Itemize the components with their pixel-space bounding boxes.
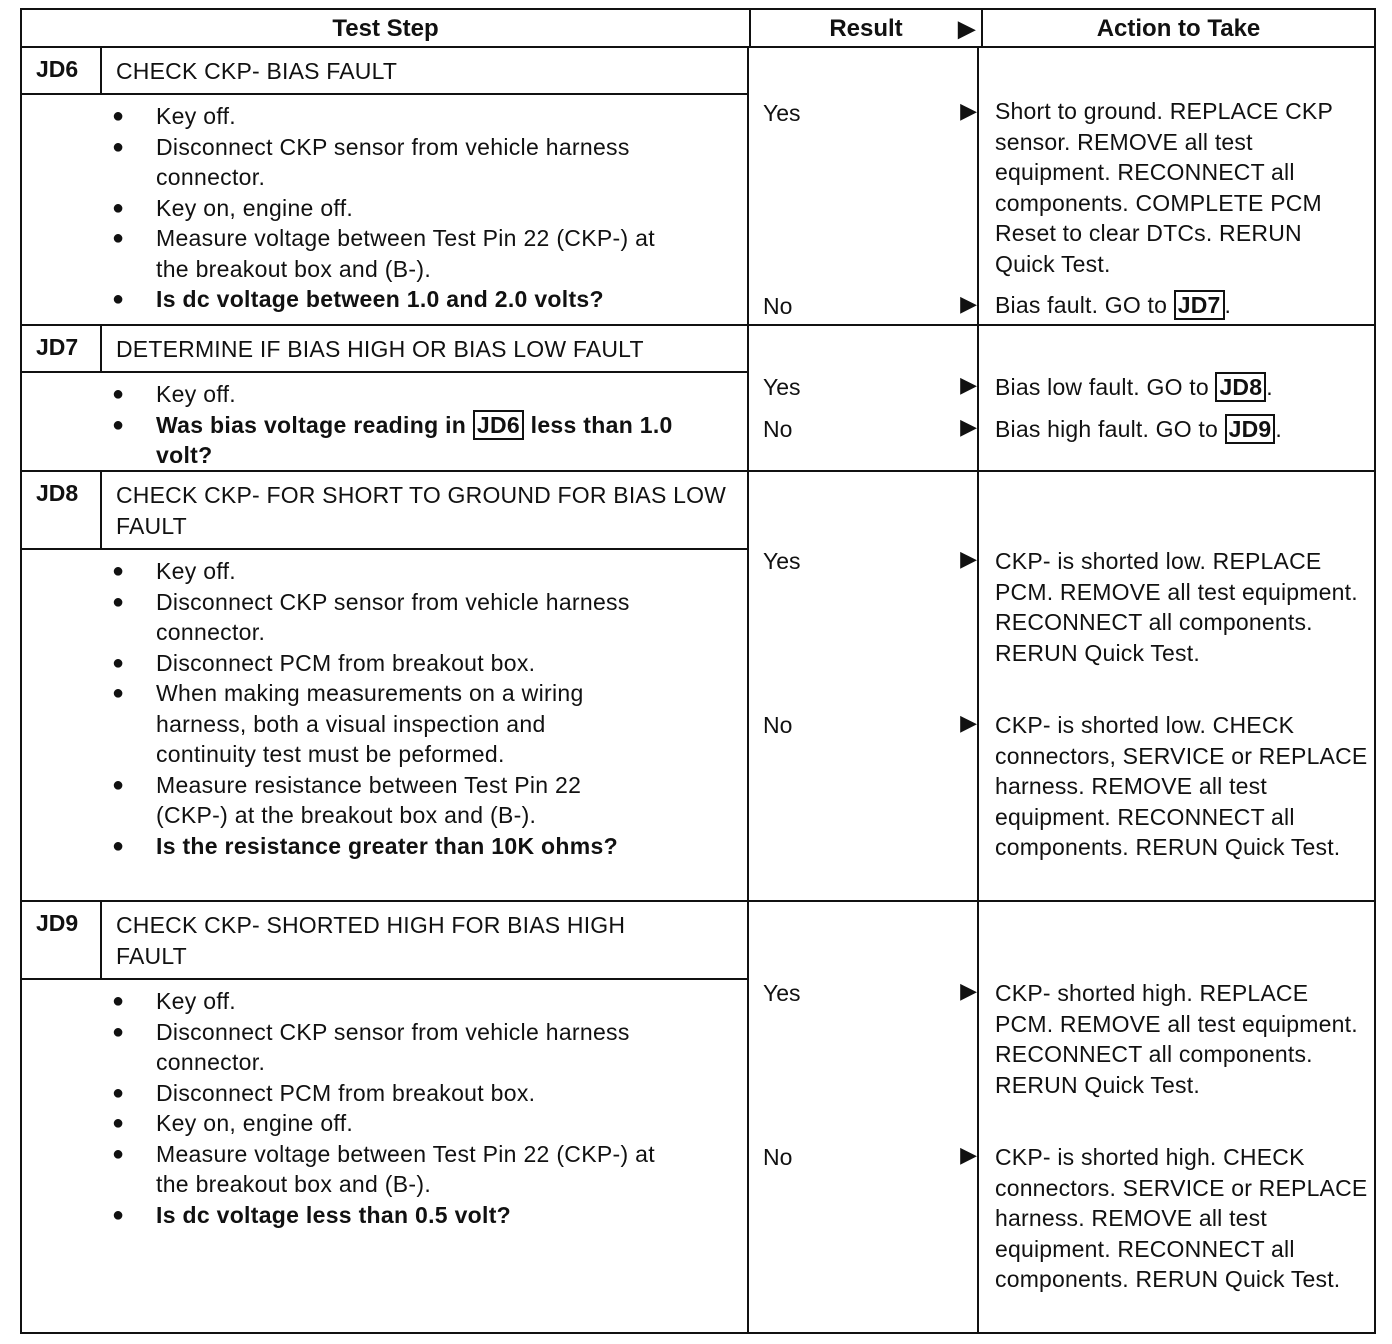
action-text: . (1275, 416, 1282, 442)
action-cell (979, 472, 1374, 900)
test-step-cell (22, 326, 749, 470)
arrow-icon: ▶ (960, 978, 977, 1003)
list-item-question: ● Is dc voltage between 1.0 and 2.0 volts? (112, 284, 727, 315)
list-item: ● Measure resistance between Test Pin 22 (CKP-) at the breakout box and (B-). (112, 770, 727, 831)
arrow-icon: ▶ (960, 291, 977, 316)
step-block-jd6 (20, 48, 1376, 326)
list-item: ● Disconnect CKP sensor from vehicle harness connector. (112, 587, 727, 648)
step-block-jd8 (20, 472, 1376, 902)
step-ref-link[interactable]: JD7 (1174, 290, 1225, 320)
diagnostic-table (20, 8, 1376, 1334)
action-cell (979, 48, 1374, 324)
result-no: No (763, 1144, 793, 1170)
action-no: CKP- is shorted high. CHECK connectors. SERVICE or REPLACE harness. REMOVE all test equipment. RECONNECT all components. RERUN Quick Test. (995, 1144, 1368, 1292)
action-yes (995, 372, 1368, 403)
list-item: ● Disconnect CKP sensor from vehicle harness connector. (112, 132, 727, 193)
arrow-icon: ▶ (960, 372, 977, 397)
header-action: Action to Take (1096, 15, 1261, 42)
result-no: No (763, 416, 793, 442)
action-cell (979, 326, 1374, 470)
action-yes: CKP- is shorted low. REPLACE PCM. REMOVE all test equipment. RECONNECT all components. RERUN Quick Test. (995, 548, 1358, 666)
action-no (995, 290, 1368, 321)
step-ref-link[interactable]: JD6 (473, 410, 524, 440)
step-id: JD9 (22, 902, 102, 978)
result-cell (749, 472, 979, 900)
step-ref-link[interactable]: JD8 (1215, 372, 1266, 402)
step-block-jd9 (20, 902, 1376, 1334)
action-no: CKP- is shorted low. CHECK connectors, SERVICE or REPLACE harness. REMOVE all test equipment. RECONNECT all components. RERUN Quick Test. (995, 712, 1368, 860)
arrow-icon: ▶ (958, 16, 975, 41)
step-block-jd7 (20, 326, 1376, 472)
action-yes: Short to ground. REPLACE CKP sensor. REMOVE all test equipment. RECONNECT all components. COMPLETE PCM Reset to clear DTCs. RERUN Quick Test. (995, 98, 1333, 277)
action-text: Bias high fault. GO to (995, 416, 1225, 442)
action-text: Bias fault. GO to (995, 292, 1174, 318)
step-list (22, 95, 747, 315)
list-item: ● Key on, engine off. (112, 193, 727, 224)
step-list (22, 373, 747, 471)
arrow-icon: ▶ (960, 710, 977, 735)
arrow-icon: ▶ (960, 546, 977, 571)
test-step-cell (22, 48, 749, 324)
list-item: ● Measure voltage between Test Pin 22 (CKP-) at the breakout box and (B-). (112, 223, 727, 284)
header-result (751, 10, 983, 46)
test-step-cell (22, 472, 749, 900)
result-cell (749, 48, 979, 324)
list-item: ● Key on, engine off. (112, 1108, 727, 1139)
action-text: . (1224, 292, 1232, 318)
step-header (22, 48, 747, 95)
list-item: ● Disconnect PCM from breakout box. (112, 648, 727, 679)
table-header (20, 8, 1376, 48)
list-item: ● Disconnect CKP sensor from vehicle harness connector. (112, 1017, 727, 1078)
step-header (22, 472, 747, 550)
step-list (22, 980, 747, 1230)
list-item: ● When making measurements on a wiring harness, both a visual inspection and continuity test must be peformed. (112, 678, 727, 770)
header-result-label: Result (829, 15, 903, 42)
result-no: No (763, 293, 793, 319)
arrow-icon: ▶ (960, 1142, 977, 1167)
step-id: JD7 (22, 326, 102, 371)
result-yes: Yes (763, 374, 801, 400)
arrow-icon: ▶ (960, 414, 977, 439)
action-text: . (1266, 374, 1273, 400)
list-item: ● Key off. (112, 556, 727, 587)
step-ref-link[interactable]: JD9 (1225, 414, 1276, 444)
action-no (995, 414, 1368, 445)
list-item-question: ● Is dc voltage less than 0.5 volt? (112, 1200, 727, 1231)
result-no: No (763, 712, 793, 738)
result-cell (749, 326, 979, 470)
step-id: JD6 (22, 48, 102, 93)
step-title: CHECK CKP- SHORTED HIGH FOR BIAS HIGH FAULT (116, 912, 626, 969)
question-text: less than 1.0 volt? (156, 411, 673, 468)
action-cell (979, 902, 1374, 1332)
action-text: Bias low fault. GO to (995, 374, 1216, 400)
header-test-step: Test Step (22, 10, 751, 46)
list-item: ● Key off. (112, 101, 727, 132)
step-header (22, 326, 747, 373)
step-title: CHECK CKP- BIAS FAULT (116, 58, 398, 84)
step-id: JD8 (22, 472, 102, 548)
step-title: DETERMINE IF BIAS HIGH OR BIAS LOW FAULT (116, 336, 644, 362)
list-item: ● Disconnect PCM from breakout box. (112, 1078, 727, 1109)
result-yes: Yes (763, 548, 801, 574)
test-step-cell (22, 902, 749, 1332)
step-header (22, 902, 747, 980)
list-item-question: ● Is the resistance greater than 10K ohms? (112, 831, 727, 862)
list-item-question (112, 410, 727, 471)
list-item: ● Key off. (112, 379, 727, 410)
result-yes: Yes (763, 980, 801, 1006)
result-cell (749, 902, 979, 1332)
arrow-icon: ▶ (960, 98, 977, 123)
result-yes: Yes (763, 100, 801, 126)
step-title: CHECK CKP- FOR SHORT TO GROUND FOR BIAS LOW FAULT (116, 482, 727, 539)
step-list (22, 550, 747, 861)
list-item: ● Measure voltage between Test Pin 22 (CKP-) at the breakout box and (B-). (112, 1139, 727, 1200)
list-item: ● Key off. (112, 986, 727, 1017)
question-text: Was bias voltage reading in (156, 411, 473, 438)
action-yes: CKP- shorted high. REPLACE PCM. REMOVE all test equipment. RECONNECT all components. RERUN Quick Test. (995, 980, 1358, 1098)
